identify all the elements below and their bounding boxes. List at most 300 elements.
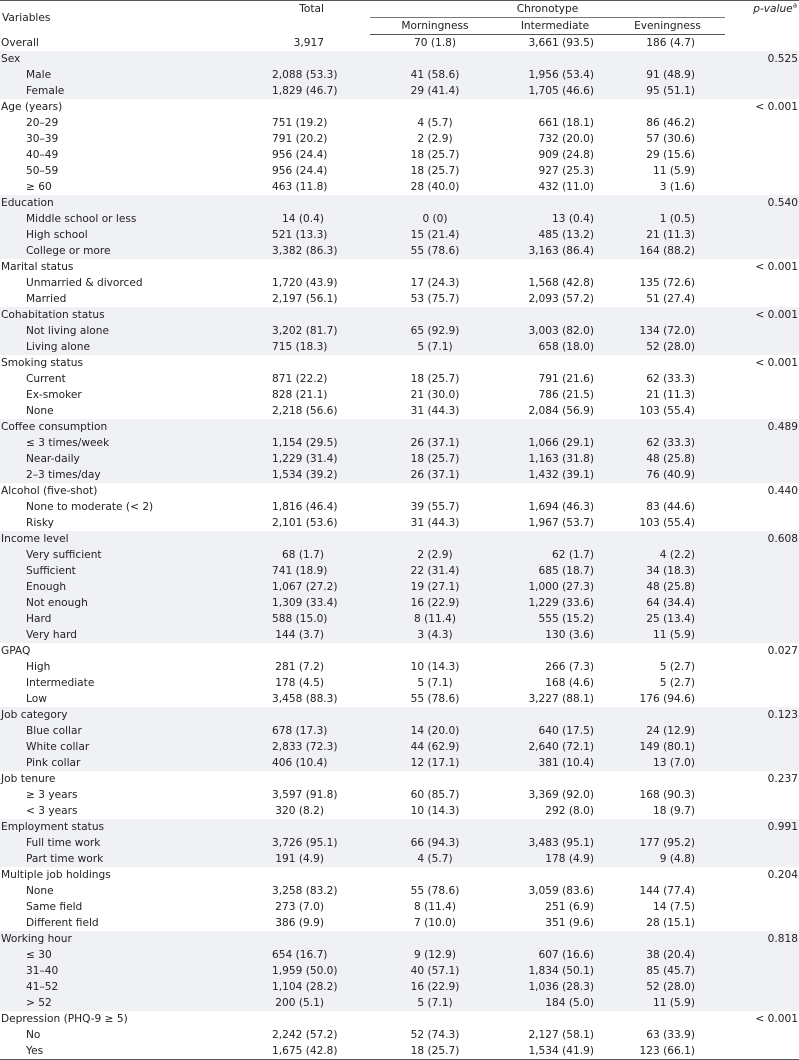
cell-intermediate: 1,534 (41.9) — [500, 1043, 610, 1060]
cell-eveningness: 91 (48.9) — [610, 67, 725, 83]
cell-intermediate: 184 (5.0) — [500, 995, 610, 1011]
cell-pvalue: 0.608 — [725, 531, 799, 547]
cell-morningness — [370, 819, 500, 835]
cell-total: 1,229 (31.4) — [270, 451, 370, 467]
cell-eveningness: 29 (15.6) — [646, 149, 695, 161]
cell-intermediate: 791 (21.6) — [538, 373, 594, 385]
cell-pvalue — [725, 387, 799, 403]
table-row-group — [0, 771, 799, 787]
cell-total: 14 (0.4) — [270, 211, 370, 227]
header-intermediate: Intermediate — [500, 18, 610, 35]
group-label: Cohabitation status — [0, 307, 270, 323]
row-label: Sufficient — [0, 563, 270, 579]
table-row — [0, 995, 799, 1011]
cell-intermediate — [500, 355, 610, 371]
cell-intermediate: 1,432 (39.1) — [500, 467, 610, 483]
cell-total: 3,726 (95.1) — [270, 835, 370, 851]
cell-morningness — [370, 195, 500, 211]
cell-total: 68 (1.7) — [270, 547, 370, 563]
cell-pvalue — [725, 611, 799, 627]
cell-pvalue — [725, 1027, 799, 1043]
cell-total — [270, 931, 370, 947]
cell-pvalue — [725, 899, 799, 915]
cell-pvalue — [725, 451, 799, 467]
cell-total: 463 (11.8) — [272, 181, 328, 193]
cell-eveningness — [610, 483, 725, 499]
cell-intermediate: 3,369 (92.0) — [528, 789, 594, 801]
cell-eveningness: 85 (45.7) — [610, 963, 725, 979]
cell-total: 2,833 (72.3) — [270, 739, 370, 755]
cell-total: 1,067 (27.2) — [270, 579, 370, 595]
table-row — [0, 163, 799, 179]
table-row-group — [0, 419, 799, 435]
cell-morningness: 5 (7.1) — [370, 995, 500, 1011]
table-row-group — [0, 643, 799, 659]
cell-eveningness: 95 (51.1) — [610, 83, 725, 99]
cell-morningness: 9 (12.9) — [370, 947, 500, 963]
table-row — [0, 675, 799, 691]
cell-eveningness: 149 (80.1) — [610, 739, 725, 755]
row-label: < 3 years — [26, 805, 78, 817]
cell-eveningness: 18 (9.7) — [653, 805, 695, 817]
cell-pvalue: 0.123 — [725, 707, 799, 723]
cell-eveningness: 11 (5.9) — [653, 165, 695, 177]
header-eveningness: Eveningness — [610, 18, 725, 35]
cell-eveningness — [610, 643, 725, 659]
group-label: Working hour — [0, 931, 270, 947]
row-label: Overall — [1, 36, 39, 49]
cell-morningness: 26 (37.1) — [370, 435, 500, 451]
cell-morningness: 8 (11.4) — [370, 611, 500, 627]
cell-pvalue — [725, 963, 799, 979]
table-row — [0, 835, 799, 851]
row-label: Near-daily — [0, 451, 270, 467]
row-label: Very sufficient — [0, 547, 270, 563]
cell-intermediate — [500, 643, 610, 659]
row-label: ≤ 30 — [0, 947, 270, 963]
cell-total — [270, 819, 370, 835]
table-row-group — [0, 307, 799, 323]
table-row — [0, 739, 799, 755]
cell-intermediate: 1,834 (50.1) — [500, 963, 610, 979]
cell-eveningness — [610, 531, 725, 547]
cell-intermediate: 62 (1.7) — [500, 547, 610, 563]
cell-intermediate — [500, 259, 610, 275]
cell-pvalue — [725, 979, 799, 995]
table-row — [0, 323, 799, 339]
row-label: Risky — [26, 517, 54, 529]
cell-intermediate: 1,705 (46.6) — [500, 83, 610, 99]
cell-morningness: 41 (58.6) — [370, 67, 500, 83]
cell-total: 1,816 (46.4) — [272, 501, 338, 513]
row-label: 30–39 — [26, 133, 59, 145]
cell-eveningness: 52 (28.0) — [610, 979, 725, 995]
row-label: 41–52 — [0, 979, 270, 995]
cell-pvalue — [725, 723, 799, 739]
cell-morningness: 14 (20.0) — [370, 723, 500, 739]
row-label: Middle school or less — [0, 211, 270, 227]
group-label: Multiple job holdings — [1, 869, 111, 881]
cell-pvalue — [725, 595, 799, 611]
row-label: Different field — [26, 917, 99, 929]
cell-pvalue — [725, 179, 799, 195]
cell-intermediate: 432 (11.0) — [538, 181, 594, 193]
cell-eveningness — [610, 307, 725, 323]
table-row — [0, 579, 799, 595]
cell-intermediate: 685 (18.7) — [500, 563, 610, 579]
cell-eveningness: 164 (88.2) — [610, 243, 725, 259]
cell-morningness: 66 (94.3) — [370, 835, 500, 851]
cell-pvalue: 0.818 — [725, 931, 799, 947]
cell-eveningness: 34 (18.3) — [610, 563, 725, 579]
cell-pvalue: 0.540 — [725, 195, 799, 211]
cell-intermediate — [500, 307, 610, 323]
cell-intermediate: 1,066 (29.1) — [500, 435, 610, 451]
table-row — [0, 371, 799, 387]
cell-total: 2,197 (56.1) — [272, 293, 338, 305]
cell-total: 715 (18.3) — [270, 339, 370, 355]
row-label: 2–3 times/day — [0, 467, 270, 483]
cell-morningness: 10 (14.3) — [410, 661, 460, 673]
cell-intermediate: 3,227 (88.1) — [528, 693, 594, 705]
cell-total — [270, 643, 370, 659]
cell-pvalue: 0.991 — [725, 819, 799, 835]
cell-eveningness: 86 (46.2) — [646, 117, 695, 129]
table-row — [0, 275, 799, 291]
cell-morningness — [370, 867, 500, 883]
cell-intermediate: 1,229 (33.6) — [500, 595, 610, 611]
cell-morningness: 5 (7.1) — [417, 677, 453, 689]
cell-eveningness: 51 (27.4) — [646, 293, 695, 305]
cell-total: 3,458 (88.3) — [272, 693, 338, 705]
group-label: Income level — [0, 531, 270, 547]
cell-intermediate: 927 (25.3) — [538, 165, 594, 177]
cell-pvalue — [725, 323, 799, 339]
cell-pvalue — [725, 275, 799, 291]
cell-total — [270, 483, 370, 499]
cell-eveningness — [610, 195, 725, 211]
row-label: > 52 — [0, 995, 270, 1011]
cell-morningness — [370, 1011, 500, 1027]
row-label: White collar — [0, 739, 270, 755]
table-row — [0, 227, 799, 243]
group-label: Depression (PHQ-9 ≥ 5) — [1, 1013, 128, 1025]
table-row — [0, 147, 799, 163]
cell-morningness — [370, 483, 500, 499]
cell-total: 3,597 (91.8) — [272, 789, 338, 801]
cell-eveningness: 62 (33.3) — [646, 373, 695, 385]
cell-pvalue — [725, 227, 799, 243]
cell-morningness — [370, 531, 500, 547]
cell-eveningness — [610, 707, 725, 723]
group-label: Job tenure — [1, 773, 56, 785]
table-row — [0, 1043, 799, 1060]
table-row — [0, 851, 799, 867]
table-row — [0, 899, 799, 915]
cell-morningness: 26 (37.1) — [370, 467, 500, 483]
row-label: Yes — [0, 1043, 270, 1060]
cell-eveningness: 11 (5.9) — [610, 627, 725, 643]
table-row — [0, 67, 799, 83]
table-row — [0, 499, 799, 515]
table-row — [0, 211, 799, 227]
cell-intermediate: 1,956 (53.4) — [500, 67, 610, 83]
cell-intermediate: 2,127 (58.1) — [528, 1029, 594, 1041]
cell-total: 2,218 (56.6) — [272, 405, 338, 417]
cell-pvalue — [725, 739, 799, 755]
cell-morningness: 31 (44.3) — [410, 405, 460, 417]
cell-total: 741 (18.9) — [270, 563, 370, 579]
cell-pvalue: < 0.001 — [755, 261, 798, 273]
cell-pvalue — [725, 131, 799, 147]
cell-morningness: 8 (11.4) — [414, 901, 456, 913]
table-row — [0, 115, 799, 131]
cell-morningness: 3 (4.3) — [370, 627, 500, 643]
table-row — [0, 627, 799, 643]
row-label: None — [26, 885, 54, 897]
group-label: Marital status — [1, 261, 74, 273]
row-label: Part time work — [0, 851, 270, 867]
cell-pvalue — [725, 1043, 799, 1060]
row-label: Male — [0, 67, 270, 83]
cell-total: 3,258 (83.2) — [272, 885, 338, 897]
cell-intermediate: 3,059 (83.6) — [528, 885, 594, 897]
cell-total — [270, 307, 370, 323]
row-label: 40–49 — [26, 149, 59, 161]
row-label: Intermediate — [26, 677, 95, 689]
cell-morningness: 15 (21.4) — [370, 227, 500, 243]
cell-morningness: 40 (57.1) — [370, 963, 500, 979]
cell-eveningness: 5 (2.7) — [659, 677, 695, 689]
cell-morningness: 7 (10.0) — [414, 917, 456, 929]
row-label: No — [26, 1029, 41, 1041]
table-row — [0, 515, 799, 531]
group-label: Coffee consumption — [0, 419, 270, 435]
cell-eveningness: 186 (4.7) — [646, 37, 695, 49]
cell-pvalue — [725, 835, 799, 851]
cell-pvalue: 0.489 — [725, 419, 799, 435]
cell-total: 828 (21.1) — [272, 389, 328, 401]
cell-intermediate: 2,084 (56.9) — [528, 405, 594, 417]
cell-intermediate — [500, 483, 610, 499]
cell-morningness: 22 (31.4) — [370, 563, 500, 579]
cell-morningness — [370, 643, 500, 659]
cell-eveningness: 62 (33.3) — [610, 435, 725, 451]
cell-eveningness: 14 (7.5) — [653, 901, 695, 913]
cell-eveningness: 9 (4.8) — [610, 851, 725, 867]
cell-intermediate — [500, 867, 610, 883]
cell-eveningness — [610, 51, 725, 67]
cell-total: 751 (19.2) — [272, 117, 328, 129]
cell-intermediate: 130 (3.6) — [500, 627, 610, 643]
cell-eveningness: 3 (1.6) — [659, 181, 695, 193]
table-row — [0, 659, 799, 675]
cell-morningness: 19 (27.1) — [370, 579, 500, 595]
cell-intermediate: 555 (15.2) — [500, 611, 610, 627]
cell-intermediate: 1,967 (53.7) — [528, 517, 594, 529]
cell-eveningness: 135 (72.6) — [639, 277, 695, 289]
cell-total — [270, 531, 370, 547]
cell-eveningness: 123 (66.1) — [610, 1043, 725, 1060]
cell-eveningness — [610, 99, 725, 115]
cell-total: 320 (8.2) — [275, 805, 324, 817]
cell-eveningness: 103 (55.4) — [639, 405, 695, 417]
cell-pvalue: 0.237 — [767, 773, 798, 785]
cell-pvalue — [725, 995, 799, 1011]
cell-total: 273 (7.0) — [275, 901, 324, 913]
cell-morningness: 39 (55.7) — [410, 501, 460, 513]
cell-morningness — [370, 931, 500, 947]
cell-morningness — [370, 51, 500, 67]
table-row — [0, 339, 799, 355]
table-row — [0, 915, 799, 931]
cell-eveningness: 76 (40.9) — [610, 467, 725, 483]
cell-total: 1,104 (28.2) — [270, 979, 370, 995]
cell-pvalue — [725, 83, 799, 99]
row-label: None — [26, 405, 54, 417]
cell-intermediate: 381 (10.4) — [500, 755, 610, 771]
group-label: Employment status — [0, 819, 270, 835]
cell-intermediate: 266 (7.3) — [545, 661, 594, 673]
row-label: Very hard — [0, 627, 270, 643]
cell-pvalue: < 0.001 — [725, 307, 799, 323]
cell-pvalue: < 0.001 — [755, 101, 798, 113]
group-label: Age (years) — [1, 101, 63, 113]
cell-eveningness — [610, 771, 725, 787]
row-label: College or more — [0, 243, 270, 259]
cell-intermediate: 3,483 (95.1) — [500, 835, 610, 851]
table-row — [0, 723, 799, 739]
cell-morningness: 18 (25.7) — [410, 373, 460, 385]
cell-intermediate: 251 (6.9) — [545, 901, 594, 913]
cell-morningness: 55 (78.6) — [370, 243, 500, 259]
cell-intermediate — [500, 51, 610, 67]
header-variables: Variables — [0, 1, 270, 35]
table-row-group — [0, 51, 799, 67]
table-row — [0, 963, 799, 979]
cell-pvalue — [725, 243, 799, 259]
cell-pvalue — [725, 675, 799, 691]
cell-pvalue — [725, 115, 799, 131]
cell-intermediate: 485 (13.2) — [500, 227, 610, 243]
cell-eveningness: 63 (33.9) — [646, 1029, 695, 1041]
cell-morningness — [370, 355, 500, 371]
cell-pvalue — [725, 947, 799, 963]
cell-total: 654 (16.7) — [270, 947, 370, 963]
table-row — [0, 787, 799, 803]
table-row — [0, 243, 799, 259]
table-row — [0, 947, 799, 963]
cell-eveningness: 5 (2.7) — [659, 661, 695, 673]
cell-intermediate: 1,036 (28.3) — [500, 979, 610, 995]
cell-eveningness: 1 (0.5) — [610, 211, 725, 227]
cell-total: 871 (22.2) — [272, 373, 328, 385]
cell-intermediate: 292 (8.0) — [545, 805, 594, 817]
cell-total: 386 (9.9) — [275, 917, 324, 929]
header-pvalue-text: p-value — [753, 3, 793, 15]
table-row — [0, 547, 799, 563]
cell-morningness: 18 (25.7) — [410, 165, 460, 177]
cell-intermediate: 3,163 (86.4) — [500, 243, 610, 259]
cell-total — [270, 1011, 370, 1027]
table-row-group — [0, 707, 799, 723]
cell-pvalue: 0.204 — [767, 869, 798, 881]
table-row — [0, 435, 799, 451]
cell-total — [270, 51, 370, 67]
cell-intermediate: 2,640 (72.1) — [500, 739, 610, 755]
cell-pvalue — [725, 579, 799, 595]
cell-eveningness: 11 (5.9) — [610, 995, 725, 1011]
row-label: Ex-smoker — [26, 389, 82, 401]
row-label: Pink collar — [0, 755, 270, 771]
cell-total: 281 (7.2) — [275, 661, 324, 673]
cell-total: 1,720 (43.9) — [272, 277, 338, 289]
cell-pvalue: 0.027 — [767, 645, 798, 657]
cell-eveningness: 4 (2.2) — [610, 547, 725, 563]
table-row — [0, 563, 799, 579]
table-row — [0, 803, 799, 819]
cell-total: 1,154 (29.5) — [270, 435, 370, 451]
cell-total — [270, 707, 370, 723]
header-pvalue-footnote: a — [792, 1, 797, 10]
row-label: Not enough — [0, 595, 270, 611]
cell-total: 678 (17.3) — [270, 723, 370, 739]
row-label: Hard — [0, 611, 270, 627]
cell-eveningness: 134 (72.0) — [610, 323, 725, 339]
cell-intermediate: 732 (20.0) — [538, 133, 594, 145]
table-row — [0, 595, 799, 611]
cell-total: 1,675 (42.8) — [270, 1043, 370, 1060]
cell-total: 956 (24.4) — [272, 165, 328, 177]
cell-eveningness: 64 (34.4) — [610, 595, 725, 611]
cell-morningness — [370, 99, 500, 115]
cell-morningness: 29 (41.4) — [370, 83, 500, 99]
cell-eveningness: 28 (15.1) — [646, 917, 695, 929]
cell-intermediate — [500, 771, 610, 787]
table-body — [0, 35, 799, 1060]
cell-morningness: 28 (40.0) — [410, 181, 460, 193]
group-label: Job category — [0, 707, 270, 723]
cell-intermediate: 2,093 (57.2) — [528, 293, 594, 305]
cell-pvalue — [725, 691, 799, 707]
table-row — [0, 403, 799, 419]
cell-morningness: 10 (14.3) — [410, 805, 460, 817]
cell-total: 2,101 (53.6) — [272, 517, 338, 529]
cell-eveningness: 176 (94.6) — [639, 693, 695, 705]
cell-eveningness: 177 (95.2) — [610, 835, 725, 851]
cell-morningness: 2 (2.9) — [417, 133, 453, 145]
table-row-group — [0, 483, 799, 499]
row-label: Female — [0, 83, 270, 99]
cell-eveningness — [610, 867, 725, 883]
cell-morningness: 4 (5.7) — [370, 851, 500, 867]
row-label: Low — [26, 693, 47, 705]
cell-intermediate: 1,694 (46.3) — [528, 501, 594, 513]
cell-morningness: 5 (7.1) — [370, 339, 500, 355]
cell-intermediate — [500, 931, 610, 947]
cell-morningness: 17 (24.3) — [410, 277, 460, 289]
cell-morningness: 55 (78.6) — [410, 885, 460, 897]
cell-total — [270, 355, 370, 371]
cell-morningness: 55 (78.6) — [410, 693, 460, 705]
cell-intermediate — [500, 419, 610, 435]
table-row-group — [0, 931, 799, 947]
table-row-group — [0, 355, 799, 371]
cell-eveningness: 24 (12.9) — [610, 723, 725, 739]
cell-pvalue — [725, 435, 799, 451]
cell-pvalue — [725, 755, 799, 771]
cell-intermediate — [500, 707, 610, 723]
